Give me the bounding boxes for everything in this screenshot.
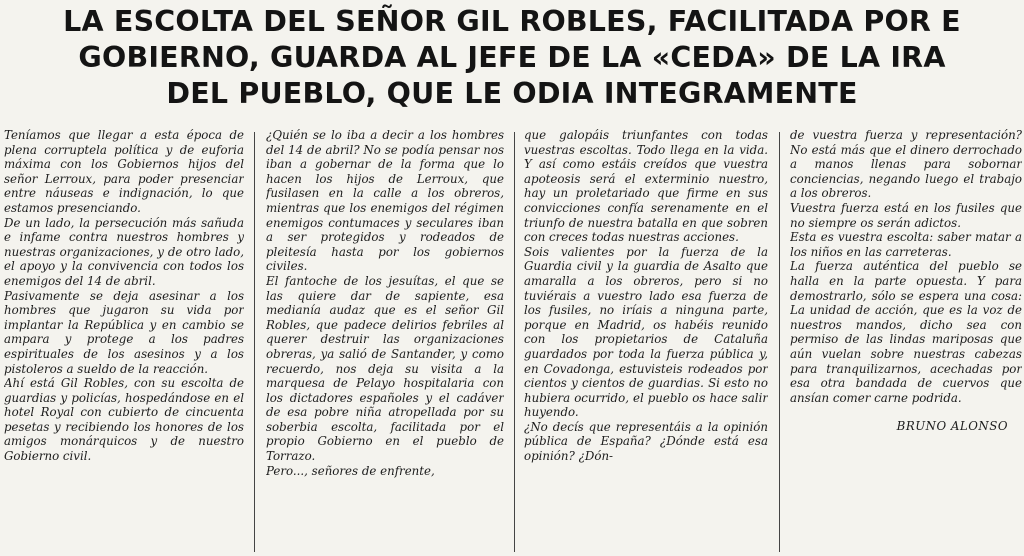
paragraph: Ahí está Gil Robles, con su escolta de guardias y policías, hospedándose en el hotel Royal con cubierto de cincuenta pesetas y recibiendo los honores de los amigos monárquicos y de nuestro Gobierno civil. xyxy=(4,376,244,464)
headline-line-3: DEL PUEBLO, QUE LE ODIA INTEGRAMENTE xyxy=(166,77,858,110)
headline xyxy=(0,4,1024,112)
paragraph: Sois valientes por la fuerza de la Guardia civil y la guardia de Asalto que amaralla a los obreros, pero si no tuviérais a vuestro lado esa fuerza de los fusiles, no iríais a ninguna parte, porque en Madrid, os habéis reunido con los propietarios de Cataluña guardados por toda la fuerza pública y, en Covadonga, estuvisteis rodeados por cientos y cientos de guardias. Si esto no hubiera ocurrido, el pueblo os hace salir huyendo. xyxy=(524,244,768,420)
article-column-4 xyxy=(790,128,1022,556)
paragraph: Pasivamente se deja asesinar a los hombres que jugaron su vida por implantar la República y en cambio se ampara y protege a los padres espirituales de los asesinos y a los pistoleros a sueldo de la reacción. xyxy=(4,288,244,376)
paragraph: Vuestra fuerza está en los fusiles que no siempre os serán adictos. xyxy=(790,200,1022,230)
article-column-2 xyxy=(266,128,504,556)
paragraph: La fuerza auténtica del pueblo se halla en la parte opuesta. Y para demostrarlo, sólo se espera una cosa: La unidad de acción, que es la voz de nuestros mandos, dicho sea con permiso de las lindas mariposas que aún vuelan sobre nuestras cabezas para tranquilizarnos, acechadas por esa otra bandada de cuervos que ansían comer carne podrida. xyxy=(790,259,1022,405)
paragraph: ¿No decís que representáis a la opinión pública de España? ¿Dónde está esa opinión? ¿Dón- xyxy=(524,419,768,464)
paragraph: De un lado, la persecución más sañuda e infame contra nuestros hombres y nuestras organizaciones, y de otro lado, el apoyo y la convivencia con todos los enemigos del 14 de abril. xyxy=(4,215,244,288)
paragraph: El fantoche de los jesuítas, el que se las quiere dar de sapiente, esa medianía audaz que es el señor Gil Robles, que padece delirios febriles al querer destruir las organizaciones obreras, ya salió de Santander, y como recuerdo, nos deja su visita a la marquesa de Pelayo hospitalaria con los dictadores españoles y el cadáver de esa pobre niña atropellada por su soberbia escolta, facilitada por el propio Gobierno en el pueblo de Torrazo. xyxy=(266,273,504,464)
paragraph: de vuestra fuerza y representación? No está más que el dinero derrochado a manos llenas para sobornar conciencias, negando luego el trabajo a los obreros. xyxy=(790,128,1022,201)
paragraph: Esta es vuestra escolta: saber matar a los niños en las carreteras. xyxy=(790,230,1022,259)
headline-line-1: LA ESCOLTA DEL SEÑOR GIL ROBLES, FACILITADA POR E xyxy=(63,5,961,38)
author-signature: BRUNO ALONSO xyxy=(896,419,1008,434)
paragraph: que galopáis triunfantes con todas vuestras escoltas. Todo llega en la vida. Y así como estáis creídos que vuestra apoteosis será el exterminio nuestro, hay un proletariado que firme en sus convicciones confía serenamente en el triunfo de nuestra batalla en que sobren con creces todas nuestras acciones. xyxy=(524,128,768,245)
paragraph: Teníamos que llegar a esta época de plena corruptela política y de euforia máxima con los Gobiernos hijos del señor Lerroux, para poder presenciar entre náuseas e indignación, lo que estamos presenciando. xyxy=(4,128,244,215)
article-body xyxy=(0,128,1024,556)
article-column-3 xyxy=(524,128,768,556)
article-column-1 xyxy=(4,128,244,556)
headline-line-2: GOBIERNO, GUARDA AL JEFE DE LA «CEDA» DE LA IRA xyxy=(78,41,946,74)
paragraph: Pero..., señores de enfrente, xyxy=(266,463,435,478)
paragraph: ¿Quién se lo iba a decir a los hombres del 14 de abril? No se podía pensar nos iban a gobernar de la forma que lo hacen los hijos de Lerroux, que fusilasen en la calle a los obreros, mientras que los enemigos del régimen enemigos contumaces y seculares iban a ser protegidos y rodeados de pleitesía hasta por los gobiernos civiles. xyxy=(266,128,504,274)
